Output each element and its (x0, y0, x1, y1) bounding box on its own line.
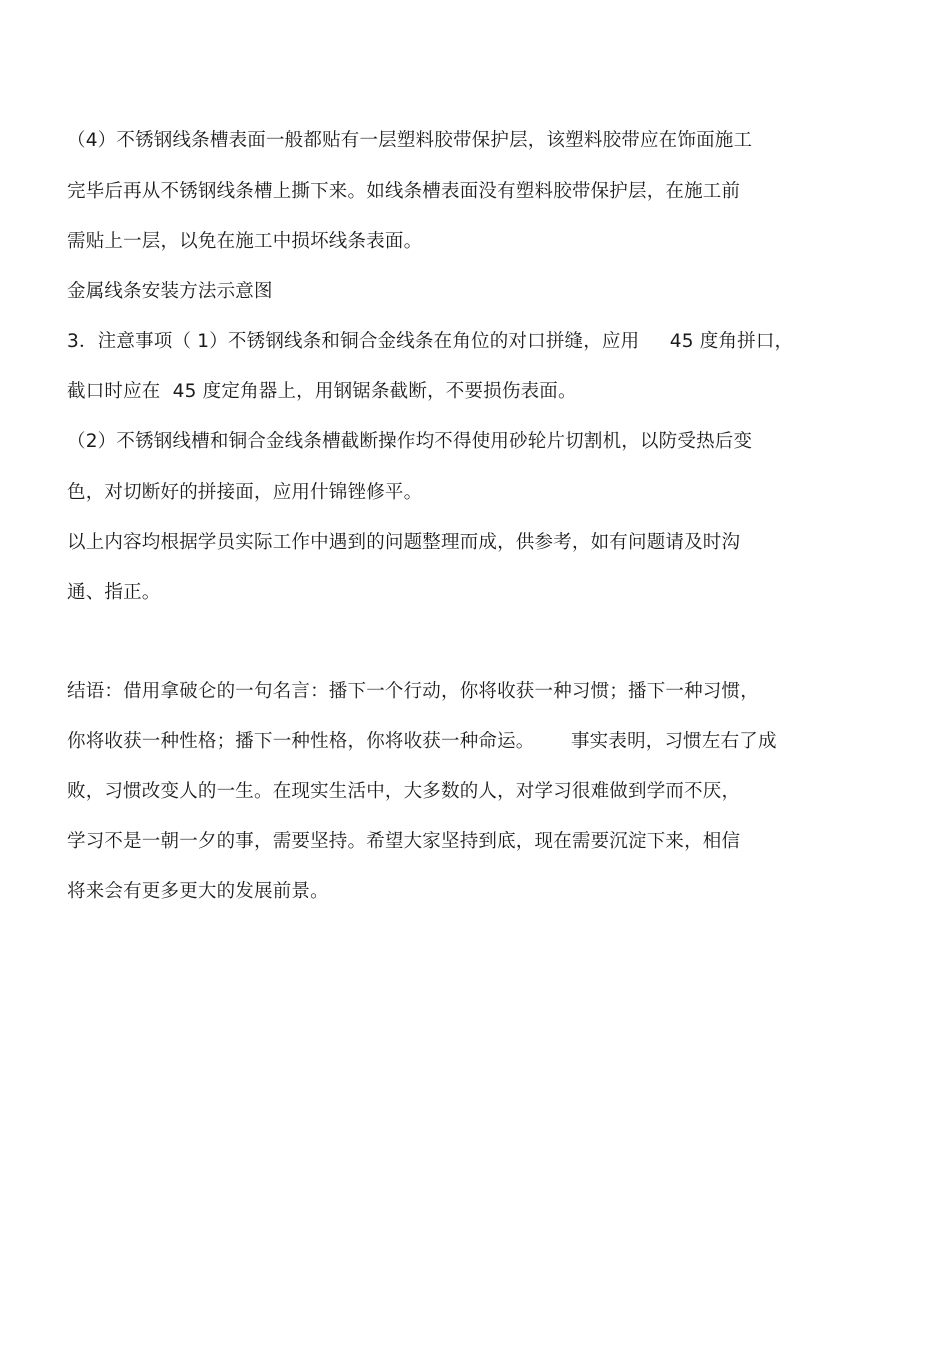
conclusion-line: 将来会有更多更大的发展前景。 (67, 881, 329, 902)
conclusion-line: 学习不是一朝一夕的事，需要坚持。希望大家坚持到底，现在需要沉淀下来，相信 (67, 831, 741, 852)
conclusion-line: 结语：借用拿破仑的一句名言：播下一个行动，你将收获一种习惯；播下一种习惯， (67, 681, 759, 702)
paragraph-line: 需贴上一层，以免在施工中损坏线条表面。 (67, 231, 423, 252)
section-heading: 金属线条安装方法示意图 (67, 281, 273, 302)
paragraph-line: 3．注意事项（ 1）不锈钢线条和铜合金线条在角位的对口拼缝，应用 45 度角拼口， (67, 331, 794, 352)
paragraph-line: （4）不锈钢线条槽表面一般都贴有一层塑料胶带保护层，该塑料胶带应在饰面施工 (67, 130, 753, 151)
paragraph-line: 以上内容均根据学员实际工作中遇到的问题整理而成，供参考，如有问题请及时沟 (67, 532, 741, 553)
paragraph-line: 截口时应在 45 度定角器上，用钢锯条截断，不要损伤表面。 (67, 381, 577, 402)
paragraph-line: 通、指正。 (67, 582, 161, 603)
paragraph-line: 完毕后再从不锈钢线条槽上撕下来。如线条槽表面没有塑料胶带保护层，在施工前 (67, 181, 741, 202)
paragraph-line: 色，对切断好的拼接面，应用什锦锉修平。 (67, 482, 423, 503)
conclusion-line: 败，习惯改变人的一生。在现实生活中，大多数的人，对学习很难做到学而不厌， (67, 781, 741, 802)
conclusion-line: 你将收获一种性格；播下一种性格，你将收获一种命运。 事实表明，习惯左右了成 (67, 731, 777, 752)
paragraph-line: （2）不锈钢线槽和铜合金线条槽截断操作均不得使用砂轮片切割机，以防受热后变 (67, 431, 753, 452)
